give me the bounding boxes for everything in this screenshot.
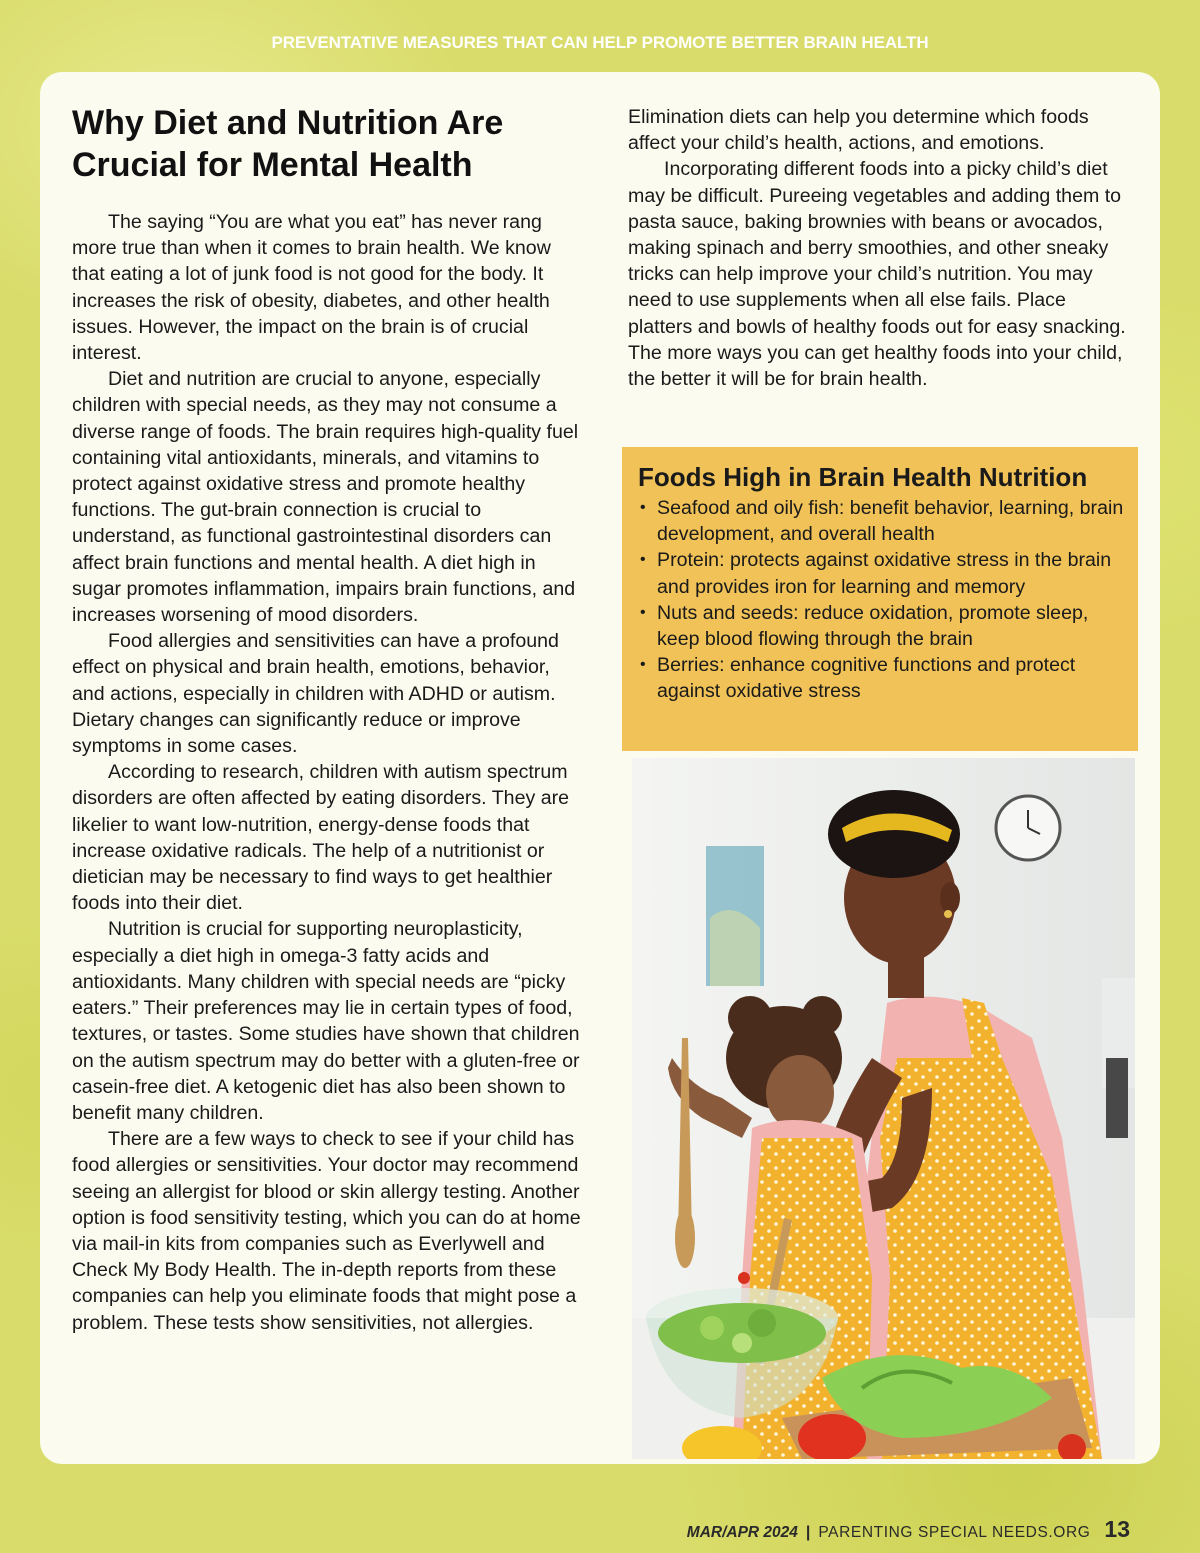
footer-separator: | [805, 1524, 811, 1541]
article-paragraph: The saying “You are what you eat” has never rang more true than when it comes to brain health. We know that eating a lot of junk food is not good for the body. It increases the risk of obesity, diabetes, and other health issues. However, the impact on the brain is of crucial interest. [72, 211, 551, 365]
sidebar-list-item [638, 652, 1128, 704]
sidebar-list [638, 495, 1128, 705]
article-paragraph: According to research, children with autism spectrum disorders are often affected by eating disorders. They are likelier to want low-nutrition, energy-dense foods that increase oxidative radicals. The help of a nutritionist or dietician may be necessary to find ways to get healthier foods into their diet. [72, 761, 570, 915]
section-banner: PREVENTATIVE MEASURES THAT CAN HELP PROMOTE BETTER BRAIN HEALTH [271, 33, 929, 52]
page-number: 13 [1104, 1516, 1130, 1542]
article-paragraph: Nutrition is crucial for supporting neuroplasticity, especially a diet high in omega-3 fatty acids and antioxidants. Many children with special needs are “picky eaters.” Their preferences may lie in certain types of food, textures, or tastes. Some studies have shown that children on the autism spectrum may do better with a gluten-free or casein-free diet. A ketogenic diet has also been shown to benefit many children. [72, 918, 580, 1124]
nutrition-sidebar [622, 447, 1138, 751]
article-paragraph-continued: Elimination diets can help you determine which foods affect your child’s health, actions, and emotions. [628, 106, 1089, 155]
article-paragraph: There are a few ways to check to see if your child has food allergies or sensitivities. Your doctor may recommend seeing an allergist for blood or skin allergy testing. Another option is food sensitivity testing, which you can do at home via mail-in kits from companies such as Everlywell and Check My Body Health. The in-depth reports from these companies can help you eliminate foods that might pose a problem. These tests show sensitivities, not allergies. [72, 1128, 581, 1334]
article-paragraph: Incorporating different foods into a picky child’s diet may be difficult. Pureeing vegetables and adding them to pasta sauce, baking brownies with beans or avocados, making spinach and berry smoothies, and other sneaky tricks can help improve your child’s nutrition. You may need to use supplements when all else fails. Place platters and bowls of healthy foods out for easy snacking. The more ways you can get healthy foods into your child, the better it will be for brain health. [628, 158, 1126, 391]
publication-site: PARENTING SPECIAL NEEDS.ORG [818, 1524, 1091, 1541]
sidebar-item-text: Seafood and oily fish: benefit behavior, learning, brain development, and overall health [657, 497, 1124, 546]
sidebar-title: Foods High in Brain Health Nutrition [638, 462, 1088, 492]
issue-date: MAR/APR 2024 [686, 1524, 798, 1541]
sidebar-item-text: Berries: enhance cognitive functions and protect against oxidative stress [657, 654, 1076, 703]
article-title: Why Diet and Nutrition Are Crucial for Mental Health [72, 104, 504, 184]
sidebar-list-item [638, 495, 1128, 547]
sidebar-item-text: Nuts and seeds: reduce oxidation, promote sleep, keep blood flowing through the brain [657, 601, 1089, 651]
cooking-photo [632, 758, 1135, 1459]
bullet-icon: • [640, 499, 646, 516]
mother-daughter-cooking-illustration [632, 758, 1135, 1459]
article-column-right [628, 104, 1128, 392]
article-paragraph: Food allergies and sensitivities can have a profound effect on physical and brain health, emotions, behavior, and actions, especially in children with ADHD or autism. Dietary changes can significantly reduce or improve symptoms in some cases. [72, 630, 559, 758]
article-paragraph: Diet and nutrition are crucial to anyone, especially children with special needs, as they may not consume a diverse range of foods. The brain requires high-quality fuel containing vital antioxidants, minerals, and vitamins to protect against oxidative stress and promote healthy functions. The gut-brain connection is crucial to understand, as functional gastrointestinal disorders can affect brain functions and mental health. A diet high in sugar promotes inflammation, impairs brain functions, and increases worsening of mood disorders. [72, 368, 579, 627]
article-column-left [72, 209, 582, 1336]
page-footer [687, 1516, 1130, 1543]
bullet-icon: • [640, 551, 646, 569]
bullet-icon: • [640, 656, 646, 674]
sidebar-list-item [638, 600, 1128, 652]
sidebar-item-text: Protein: protects against oxidative stress in the brain and provides iron for learning and memory [657, 549, 1112, 598]
bullet-icon: • [640, 603, 646, 621]
sidebar-list-item [638, 547, 1128, 599]
